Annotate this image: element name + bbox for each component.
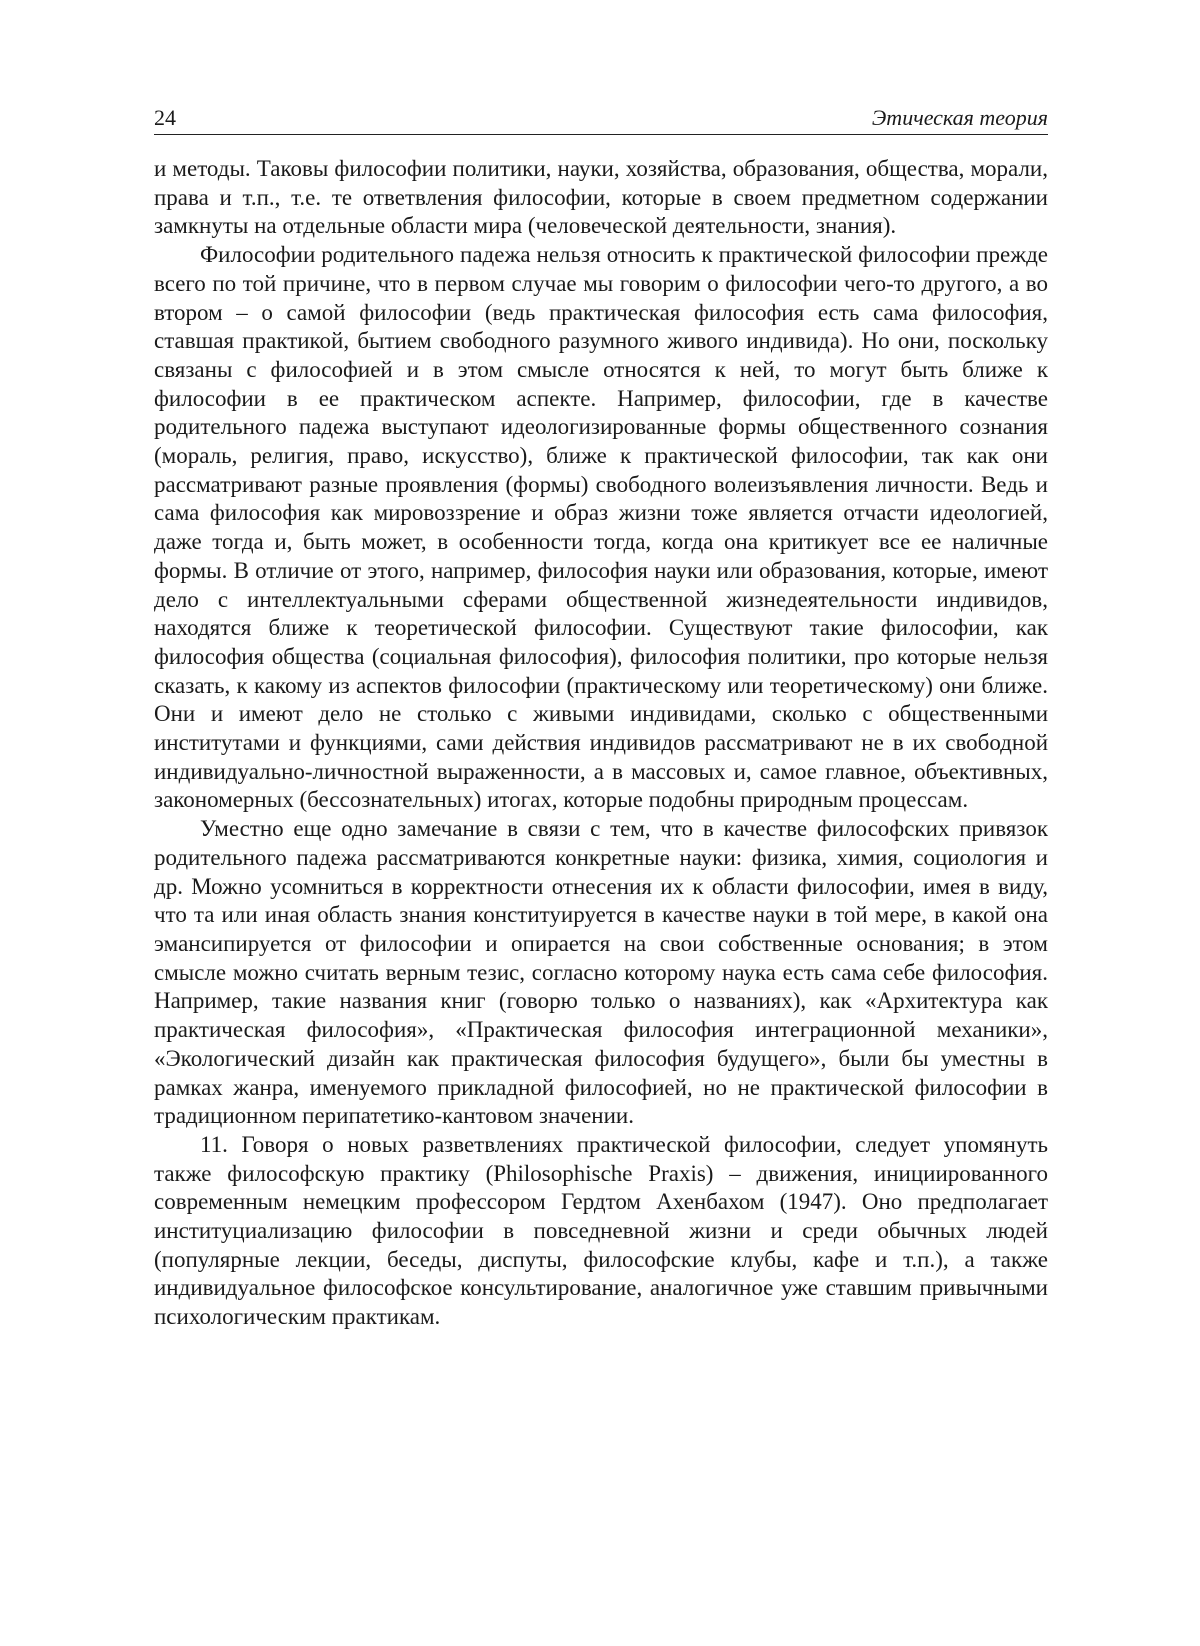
page-body <box>154 155 1048 1332</box>
paragraph-4: 11. Говоря о новых разветвлениях практической философии, следует упомянуть также философскую практику (Philosophische Praxis) – движения, инициированного современным немецким профессором Гердтом Ахенбахом (1947). Оно предполагает институциализацию философии в повседневной жизни и среди обычных людей (популярные лекции, беседы, диспуты, философские клубы, кафе и т.п.), а также индивидуальное философское консультирование, аналогичное уже ставшим привычными психологическим практикам. <box>154 1131 1048 1330</box>
running-title: Этическая теория <box>871 105 1048 130</box>
paragraph-2: Философии родительного падежа нельзя относить к практической философии прежде всего по той причине, что в первом случае мы говорим о философии чего-то другого, а во втором – о самой философии (ведь практическая философия есть сама философия, ставшая практикой, бытием свободного разумного живого индивида). Но они, поскольку связаны с философией и в этом смысле относятся к ней, то могут быть ближе к философии в ее практическом аспекте. Например, философии, где в качестве родительного падежа выступают идеологизированные формы общественного сознания (мораль, религия, право, искусство), ближе к практической философии, так как они рассматривают разные проявления (формы) свободного волеизъявления личности. Ведь и сама философия как мировоззрение и образ жизни тоже является отчасти идеологией, даже тогда и, быть может, в особенности тогда, когда она критикует все ее наличные формы. В отличие от этого, например, философия науки или образования, которые, имеют дело с интеллектуальными сферами общественной жизнедеятельности индивидов, находятся ближе к теоретической философии. Существуют такие философии, как философия общества (социальная философия), философия политики, про которые нельзя сказать, к какому из аспектов философии (практическому или теоретическому) они ближе. Они и имеют дело не столько с живыми индивидами, сколько с общественными институтами и функциями, сами действия индивидов рассматривают не в их свободной индивидуально-личностной выраженности, а в массовых и, самое главное, объективных, закономерных (бессознательных) итогах, которые подобны природным процессам. <box>154 242 1048 813</box>
paragraph-1: и методы. Таковы философии политики, науки, хозяйства, образования, общества, морали, права и т.п., т.е. те ответвления философии, которые в своем предметном содержании замкнуты на отдельные области мира (человеческой деятельности, знания). <box>154 156 1048 239</box>
page-header <box>154 104 1048 135</box>
paragraph-3: Уместно еще одно замечание в связи с тем, что в качестве философских привязок родительного падежа рассматриваются конкретные науки: физика, химия, социология и др. Можно усомниться в корректности отнесения их к области философии, имея в виду, что та или иная область знания конституируется в качестве науки в той мере, в какой она эмансипируется от философии и опирается на свои собственные основания; в этом смысле можно считать верным тезис, согласно которому наука есть сама себе философия. Например, такие названия книг (говорю только о названиях), как «Архитектура как практическая философия», «Практическая философия интеграционной механики», «Экологический дизайн как практическая философия будущего», были бы уместны в рамках жанра, именуемого прикладной философией, но не практической философии в традиционном перипатетико-кантовом значении. <box>154 816 1048 1129</box>
page-number: 24 <box>154 105 176 130</box>
